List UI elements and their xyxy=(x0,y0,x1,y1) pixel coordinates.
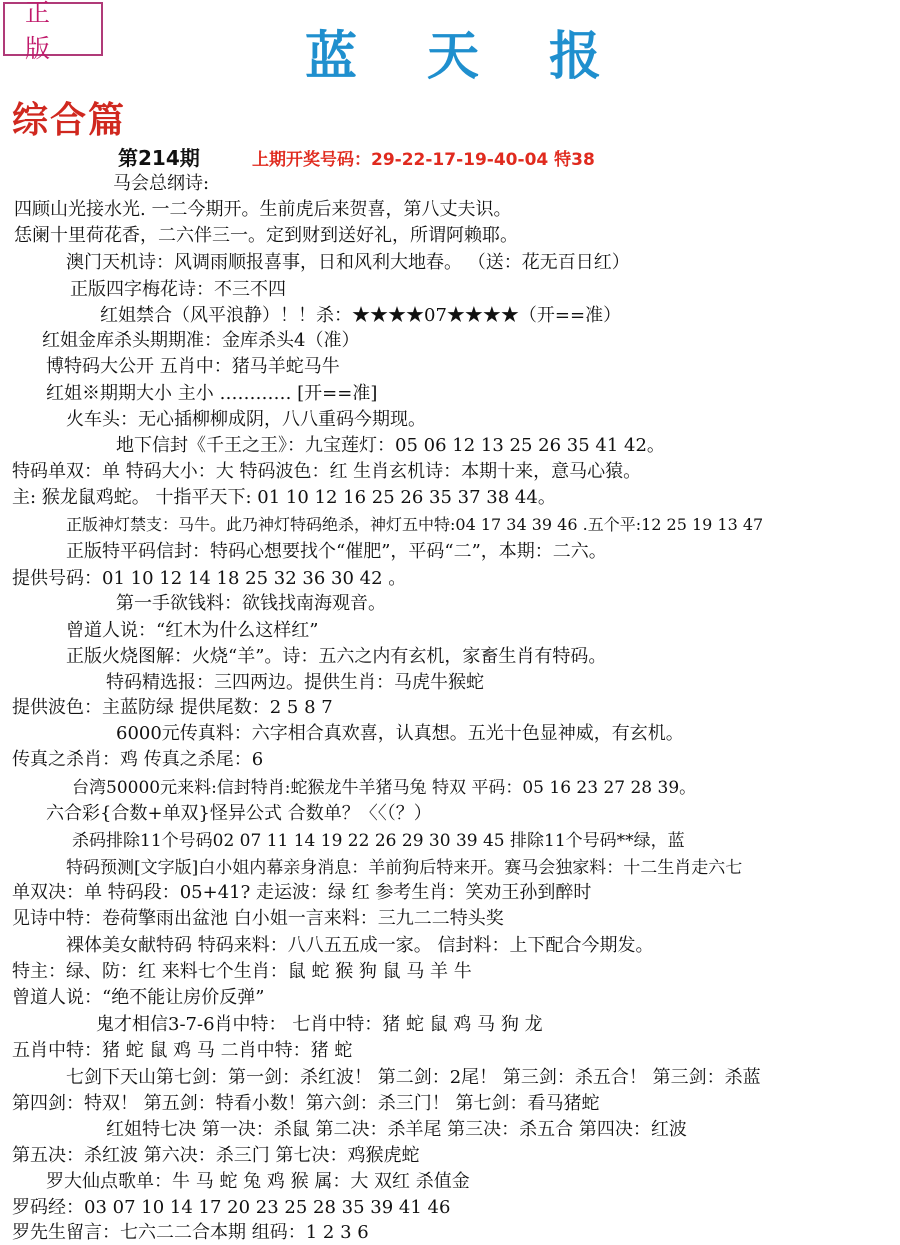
text-line: 红姐※期期大小 主小 ………… [开==准] xyxy=(46,383,378,404)
text-line: 单双决：单 特码段：05+41? 走运波：绿 红 参考生肖：笑劝王孙到醉时 xyxy=(12,882,592,903)
section-heading: 综合篇 xyxy=(12,100,127,141)
text-line: 红姐禁合（风平浪静）！！杀：★★★★07★★★★（开==准） xyxy=(100,305,622,326)
newspaper-title: 蓝天报 xyxy=(305,27,672,87)
text-line: 红姐金库杀头期期准：金库杀头4（准） xyxy=(42,330,360,351)
text-line: 主: 猴龙鼠鸡蛇。 十指平天下: 01 10 12 16 25 26 35 37 38 44。 xyxy=(12,487,556,508)
text-line: 特码精选报：三四两边。提供生肖：马虎牛猴蛇 xyxy=(106,672,484,693)
text-line: 第五决：杀红波 第六决：杀三门 第七决：鸡猴虎蛇 xyxy=(12,1145,420,1166)
text-line: 博特码大公开 五肖中：猪马羊蛇马牛 xyxy=(46,356,340,377)
text-line: 提供波色：主蓝防绿 提供尾数：2 5 8 7 xyxy=(12,697,333,718)
text-line: 罗码经：03 07 10 14 17 20 23 25 28 35 39 41 46 xyxy=(12,1197,451,1218)
text-line: 五肖中特：猪 蛇 鼠 鸡 马 二肖中特：猪 蛇 xyxy=(12,1040,353,1061)
text-line: 曾道人说：“绝不能让房价反弹” xyxy=(12,987,265,1008)
text-line: 正版火烧图解：火烧“羊”。诗：五六之内有玄机，家畜生肖有特码。 xyxy=(66,646,607,667)
text-line: 杀码排除11个号码02 07 11 14 19 22 26 29 30 39 45 排除11个号码**绿，蓝 xyxy=(72,831,685,851)
text-line: 罗大仙点歌单：牛 马 蛇 兔 鸡 猴 属：大 双红 杀值金 xyxy=(46,1171,470,1192)
text-line: 红姐特七决 第一决：杀鼠 第二决：杀羊尾 第三决：杀五合 第四决：红波 xyxy=(106,1119,687,1140)
authentic-stamp: 正版 xyxy=(3,2,103,56)
text-line: 罗先生留言：七六二二合本期 组码：1 2 3 6 xyxy=(12,1222,369,1243)
text-line: 台湾50000元来料:信封特肖:蛇猴龙牛羊猪马兔 特双 平码：05 16 23 27 28 39。 xyxy=(72,778,697,798)
text-line: 6000元传真料：六字相合真欢喜，认真想。五光十色显神威，有玄机。 xyxy=(116,723,684,744)
text-line: 恁阑十里荷花香，二六伴三一。定到财到送好礼，所谓阿赖耶。 xyxy=(14,225,518,246)
text-line: 特码单双：单 特码大小：大 特码波色：红 生肖玄机诗：本期十来，意马心猿。 xyxy=(12,461,642,482)
text-line: 曾道人说：“红木为什么这样红” xyxy=(66,620,319,641)
text-line: 火车头：无心插柳柳成阴，八八重码今期现。 xyxy=(66,409,426,430)
text-line: 地下信封《千王之王》：九宝莲灯：05 06 12 13 25 26 35 41 42。 xyxy=(116,435,665,456)
text-line: 正版神灯禁支：马牛。此乃神灯特码绝杀，神灯五中特:04 17 34 39 46 .五个平:12 25 19 13 47 xyxy=(66,515,764,534)
text-line: 鬼才相信3-7-6肖中特： 七肖中特：猪 蛇 鼠 鸡 马 狗 龙 xyxy=(96,1014,543,1035)
text-line: 四顾山光接水光. 一二今期开。生前虎后来贺喜，第八丈夫识。 xyxy=(14,199,512,220)
text-line: 澳门天机诗：风调雨顺报喜事，日和风利大地春。 （送：花无百日红） xyxy=(66,252,630,273)
text-line: 裸体美女献特码 特码来料：八八五五成一家。 信封料：上下配合今期发。 xyxy=(66,935,654,956)
text-line: 正版特平码信封：特码心想要找个“催肥”，平码“二”，本期：二六。 xyxy=(66,541,607,562)
text-line: 七剑下天山第七剑：第一剑：杀红波！ 第二剑：2尾！ 第三剑：杀五合！ 第三剑：杀蓝 xyxy=(66,1067,761,1088)
text-line: 见诗中特：卷荷擎雨出盆池 白小姐一言来料：三九二二特头奖 xyxy=(12,908,504,929)
text-line: 马会总纲诗: xyxy=(113,173,210,194)
text-line: 特码预测[文字版]白小姐内幕亲身消息：羊前狗后特来开。赛马会独家料：十二生肖走六七 xyxy=(66,858,743,878)
text-line: 正版四字梅花诗：不三不四 xyxy=(70,279,286,300)
text-line: 第四剑：特双！ 第五剑：特看小数！第六剑：杀三门！ 第七剑：看马猪蛇 xyxy=(12,1093,600,1114)
text-line: 特主：绿、防：红 来料七个生肖：鼠 蛇 猴 狗 鼠 马 羊 牛 xyxy=(12,961,472,982)
issue-number: 第214期 xyxy=(118,146,200,170)
text-line: 传真之杀肖：鸡 传真之杀尾：6 xyxy=(12,749,264,770)
text-line: 提供号码：01 10 12 14 18 25 32 36 30 42 。 xyxy=(12,568,407,589)
text-line: 六合彩{合数+单双}怪异公式 合数单？〈〈（？） xyxy=(46,803,432,824)
last-draw-numbers: 上期开奖号码：29-22-17-19-40-04 特38 xyxy=(252,150,595,170)
text-line: 第一手欲钱料：欲钱找南海观音。 xyxy=(116,593,386,614)
